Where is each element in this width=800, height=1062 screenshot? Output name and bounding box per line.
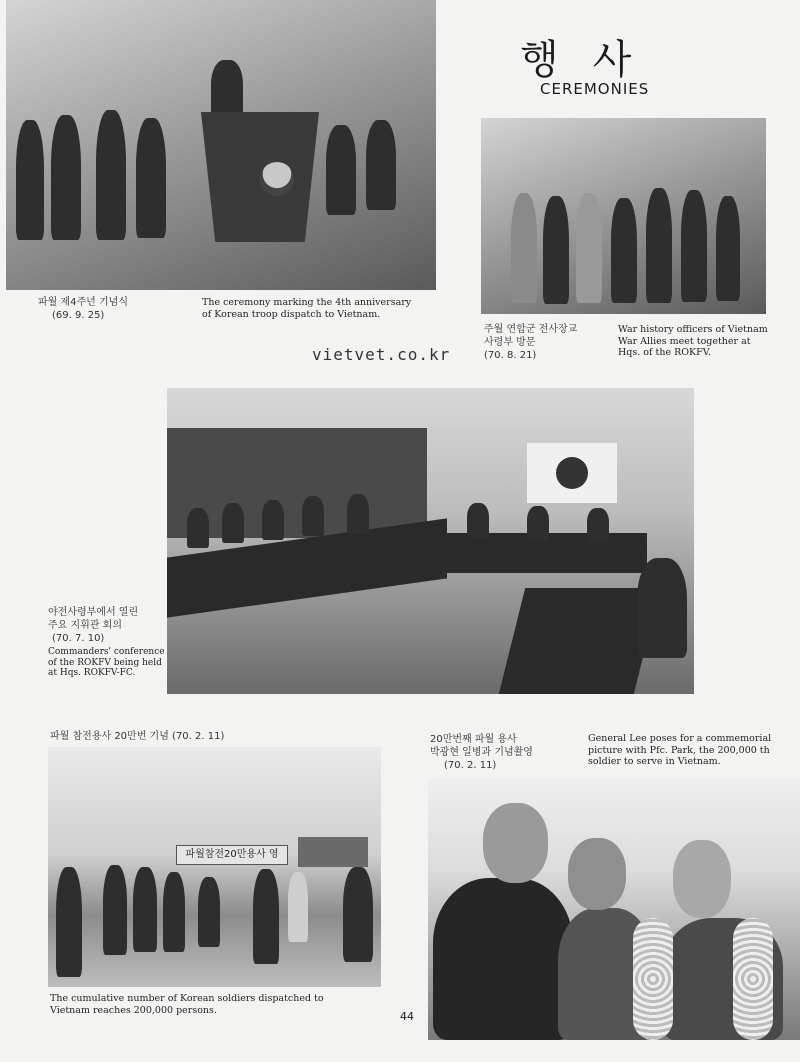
- caption-3-ko-line1: 야전사령부에서 열린: [48, 607, 139, 618]
- page-title-korean: 행사: [520, 37, 666, 83]
- caption-5-ko-line3: (70. 2. 11): [444, 760, 497, 771]
- page-number: 44: [400, 1010, 414, 1023]
- photo-200000-milestone: [48, 747, 381, 987]
- caption-3-en-line1: Commanders' conference: [48, 647, 165, 657]
- caption-2-en-line1: War history officers of Vietnam: [618, 324, 768, 335]
- page-title-english: CEREMONIES: [540, 80, 650, 98]
- watermark: vietvet.co.kr: [312, 345, 451, 364]
- caption-2-ko-line3: (70. 8. 21): [484, 350, 537, 361]
- caption-5-en-line1: General Lee poses for a commemorial: [588, 733, 772, 744]
- caption-2-korean: [484, 323, 577, 362]
- caption-4-en-line2: Vietnam reaches 200,000 persons.: [50, 1004, 217, 1016]
- photo-war-history-officers: [481, 118, 766, 314]
- caption-5-ko-line2: 박광현 일병과 기념촬영: [430, 747, 533, 758]
- caption-3-en-line2: of the ROKFV being held: [48, 657, 162, 668]
- caption-4-en-line1: The cumulative number of Korean soldiers dispatched to: [50, 993, 324, 1004]
- milestone-banner: 파월참전20만용사 영: [176, 845, 288, 865]
- photo-anniversary-ceremony: [6, 0, 436, 290]
- caption-5-en-line3: soldier to serve in Vietnam.: [588, 756, 721, 767]
- photo-commanders-conference: [167, 388, 694, 694]
- taegukgi-flag: [527, 443, 617, 503]
- caption-5-english: [588, 733, 771, 768]
- caption-5-ko-line1: 20만번째 파월 용사: [430, 734, 517, 745]
- caption-2-ko-line1: 주월 연합군 전사장교: [484, 324, 578, 335]
- caption-3-en-line3: at Hqs. ROKFV-FC.: [48, 668, 136, 678]
- caption-1-ko-line2: (69. 9. 25): [52, 310, 105, 321]
- caption-1-ko-line1: 파월 제4주년 기념식: [38, 297, 128, 308]
- caption-2-en-line3: Hqs. of the ROKFV.: [618, 347, 711, 358]
- caption-2-en-line2: War Allies meet together at: [618, 335, 751, 347]
- caption-4-korean: [50, 730, 224, 743]
- caption-3-ko-line3: (70. 7. 10): [52, 633, 105, 644]
- caption-2-ko-line2: 사령부 방문: [484, 337, 536, 348]
- caption-3-english: [48, 647, 165, 679]
- caption-4-english: [50, 993, 324, 1016]
- caption-1-korean: [38, 296, 128, 322]
- caption-3-ko-line2: 주요 지휘관 회의: [48, 620, 122, 631]
- caption-5-korean: [430, 733, 533, 772]
- caption-1-en-line2: of Korean troop dispatch to Vietnam.: [202, 308, 381, 320]
- caption-3-korean: [48, 606, 138, 645]
- caption-1-en-line1: The ceremony marking the 4th anniversary: [202, 297, 412, 308]
- caption-5-en-line2: picture with Pfc. Park, the 200,000 th: [588, 744, 770, 756]
- photo-general-lee-pfc-park: [428, 778, 800, 1040]
- caption-4-ko-line1: 파월 참전용사 20만번 기념 (70. 2. 11): [50, 731, 225, 742]
- caption-2-english: [618, 324, 768, 359]
- caption-1-english: [202, 297, 411, 320]
